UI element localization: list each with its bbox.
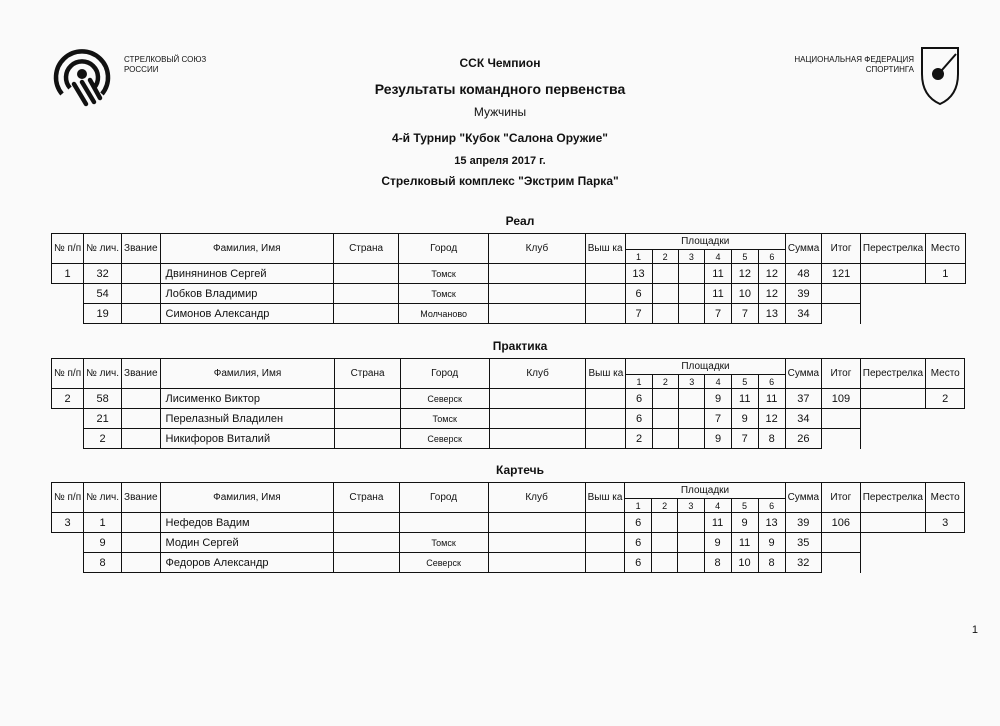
header-total: Итог (822, 234, 861, 264)
athlete-name: Симонов Александр (160, 304, 333, 324)
header-country: Страна (333, 234, 398, 264)
header-ground-number: 4 (705, 375, 731, 389)
org-right-line1: НАЦИОНАЛЬНАЯ ФЕДЕРАЦИЯ (794, 55, 914, 64)
header-grounds: Площадки (625, 483, 785, 499)
athlete-name: Модин Сергей (160, 533, 334, 553)
team-total: 121 (822, 264, 861, 284)
header-place: Место (926, 234, 965, 264)
empty-cell (860, 284, 925, 304)
header-ground-number: 6 (758, 499, 785, 513)
ground-score (679, 409, 705, 429)
header-height: Выш ка (586, 359, 626, 389)
ground-score: 11 (705, 284, 732, 304)
team-place: 3 (925, 513, 964, 533)
empty-cell (822, 409, 861, 429)
club-cell (489, 429, 586, 449)
ground-score: 11 (731, 389, 758, 409)
club-cell (489, 409, 586, 429)
ground-score: 7 (625, 304, 652, 324)
shootoff-cell (860, 389, 925, 409)
ground-score: 9 (731, 513, 758, 533)
height-cell (586, 409, 626, 429)
ground-score (652, 264, 678, 284)
country-cell (335, 429, 400, 449)
team-name: Картечь (496, 463, 544, 477)
table-row (52, 429, 1000, 449)
header-rank: Звание (122, 359, 160, 389)
athlete-sum: 39 (785, 513, 821, 533)
header-name: Фамилия, Имя (160, 483, 334, 513)
club-cell (488, 533, 585, 553)
header-ground-number: 5 (731, 499, 758, 513)
athlete-name: Никифоров Виталий (160, 429, 335, 449)
header-ground-number: 2 (652, 250, 678, 264)
tournament-name: 4-й Турнир "Кубок "Салона Оружие" (392, 131, 608, 145)
header-no-lic: № лич. (84, 234, 122, 264)
header-ground-number: 6 (758, 375, 785, 389)
empty-cell (822, 533, 861, 553)
empty-cell (926, 429, 965, 449)
country-cell (334, 553, 399, 573)
country-cell (333, 264, 398, 284)
city-cell: Северск (400, 429, 489, 449)
header-height: Выш ка (585, 483, 625, 513)
header-city: Город (399, 234, 489, 264)
header-row (52, 483, 1000, 499)
header-name: Фамилия, Имя (160, 234, 333, 264)
header-club: Клуб (489, 234, 586, 264)
header-no-pp: № п/п (52, 359, 84, 389)
ground-score (679, 429, 705, 449)
ground-score: 10 (731, 553, 758, 573)
header-row (52, 359, 1000, 375)
header-country: Страна (334, 483, 399, 513)
ground-score (678, 513, 704, 533)
ground-score: 13 (625, 264, 652, 284)
empty-cell (860, 409, 925, 429)
ground-score (679, 389, 705, 409)
athlete-name: Перелазный Владилен (160, 409, 335, 429)
height-cell (586, 389, 626, 409)
header-club: Клуб (489, 359, 586, 389)
height-cell (585, 533, 625, 553)
ground-score (652, 284, 678, 304)
rank-cell (122, 533, 160, 553)
empty-cell (860, 553, 925, 573)
ground-score (651, 553, 677, 573)
city-cell: Молчаново (399, 304, 489, 324)
athlete-name: Нефедов Вадим (160, 513, 334, 533)
ground-score: 12 (758, 409, 785, 429)
ground-score: 9 (758, 533, 785, 553)
athlete-sum: 48 (785, 264, 821, 284)
athlete-sum: 37 (785, 389, 821, 409)
rank-cell (122, 429, 160, 449)
ground-score: 12 (758, 264, 785, 284)
header-city: Город (399, 483, 488, 513)
ground-score: 8 (704, 553, 731, 573)
rank-cell (122, 389, 160, 409)
results-table (51, 358, 1000, 449)
page-number: 1 (971, 624, 978, 636)
club-cell (489, 264, 586, 284)
header-ground-number: 6 (758, 250, 785, 264)
header-ground-number: 3 (678, 250, 704, 264)
athlete-sum: 34 (785, 304, 821, 324)
club-cell (488, 513, 585, 533)
country-cell (333, 304, 398, 324)
team-name: Реал (505, 214, 535, 228)
club-cell (489, 304, 586, 324)
team-place: 2 (926, 389, 965, 409)
club-cell (488, 553, 585, 573)
height-cell (585, 553, 625, 573)
header-height: Выш ка (585, 234, 625, 264)
ground-score: 8 (758, 429, 785, 449)
header-ground-number: 4 (705, 250, 732, 264)
category: Мужчины (473, 105, 527, 119)
empty-cell (926, 304, 965, 324)
header-no-lic: № лич. (84, 359, 122, 389)
empty-cell (52, 533, 84, 553)
club-cell (489, 389, 586, 409)
country-cell (335, 389, 400, 409)
header-ground-number: 2 (652, 375, 678, 389)
empty-cell (52, 429, 84, 449)
empty-cell (822, 553, 861, 573)
athlete-sum: 34 (785, 409, 821, 429)
ground-score (651, 533, 677, 553)
license-number: 2 (84, 429, 122, 449)
team-total: 106 (822, 513, 861, 533)
team-position: 2 (52, 389, 84, 409)
country-cell (333, 284, 398, 304)
shootoff-cell (860, 264, 925, 284)
header-rank: Звание (122, 234, 160, 264)
table-row (52, 513, 1000, 533)
sporting-federation-logo-icon (918, 44, 962, 108)
club-cell (489, 284, 586, 304)
city-cell: Томск (399, 533, 488, 553)
ground-score: 7 (705, 409, 731, 429)
athlete-sum: 39 (785, 284, 821, 304)
empty-cell (926, 409, 965, 429)
ground-score: 12 (758, 284, 785, 304)
table-row (52, 264, 1000, 284)
ground-score: 6 (625, 553, 651, 573)
header-ground-number: 5 (731, 250, 758, 264)
license-number: 54 (84, 284, 122, 304)
ground-score: 9 (705, 389, 731, 409)
club-name: ССК Чемпион (459, 56, 541, 70)
ground-score: 7 (705, 304, 732, 324)
height-cell (586, 429, 626, 449)
header-total: Итог (822, 359, 861, 389)
license-number: 58 (84, 389, 122, 409)
city-cell: Северск (399, 553, 488, 573)
ground-score: 11 (705, 264, 732, 284)
athlete-sum: 26 (785, 429, 821, 449)
ground-score: 6 (625, 513, 651, 533)
table-row (52, 284, 1000, 304)
header-shootoff: Перестрелка (860, 483, 925, 513)
city-cell (399, 513, 488, 533)
empty-cell (52, 284, 84, 304)
ground-score (652, 389, 678, 409)
ground-score (652, 429, 678, 449)
ground-score: 8 (758, 553, 785, 573)
results-table (51, 482, 1000, 573)
license-number: 1 (84, 513, 122, 533)
ground-score (651, 513, 677, 533)
rank-cell (122, 553, 160, 573)
athlete-name: Лисименко Виктор (160, 389, 335, 409)
athlete-sum: 32 (785, 553, 821, 573)
athlete-name: Лобков Владимир (160, 284, 333, 304)
table-row (52, 389, 1000, 409)
header-name: Фамилия, Имя (160, 359, 335, 389)
header-country: Страна (335, 359, 400, 389)
ground-score: 9 (705, 429, 731, 449)
empty-cell (52, 304, 84, 324)
team-position: 1 (52, 264, 84, 284)
height-cell (585, 513, 625, 533)
city-cell: Томск (400, 409, 489, 429)
ground-score: 11 (758, 389, 785, 409)
license-number: 8 (84, 553, 122, 573)
org-left-line1: СТРЕЛКОВЫЙ СОЮЗ (124, 55, 207, 64)
empty-cell (822, 304, 861, 324)
city-cell: Томск (399, 264, 489, 284)
height-cell (585, 304, 625, 324)
venue: Стрелковый комплекс "Экстрим Парка" (381, 174, 619, 188)
header-shootoff: Перестрелка (860, 234, 925, 264)
header-rank: Звание (122, 483, 160, 513)
empty-cell (860, 304, 925, 324)
header-sum: Сумма (785, 359, 821, 389)
ground-score: 2 (626, 429, 652, 449)
header-no-lic: № лич. (84, 483, 122, 513)
empty-cell (925, 533, 964, 553)
empty-cell (925, 553, 964, 573)
athlete-sum: 35 (785, 533, 821, 553)
table-row (52, 553, 1000, 573)
athlete-name: Федоров Александр (160, 553, 334, 573)
ground-score (652, 409, 678, 429)
shootoff-cell (860, 513, 925, 533)
country-cell (334, 513, 399, 533)
table-row (52, 409, 1000, 429)
header-club: Клуб (488, 483, 585, 513)
empty-cell (860, 533, 925, 553)
header-grounds: Площадки (625, 234, 785, 250)
header-shootoff: Перестрелка (860, 359, 925, 389)
athlete-name: Двинянинов Сергей (160, 264, 333, 284)
header-ground-number: 3 (678, 499, 704, 513)
license-number: 32 (84, 264, 122, 284)
empty-cell (52, 409, 84, 429)
rank-cell (122, 284, 160, 304)
empty-cell (926, 284, 965, 304)
ground-score: 12 (731, 264, 758, 284)
ground-score: 10 (731, 284, 758, 304)
ground-score (678, 284, 704, 304)
header-no-pp: № п/п (52, 234, 84, 264)
team-total: 109 (822, 389, 861, 409)
country-cell (335, 409, 400, 429)
ground-score: 7 (731, 429, 758, 449)
header-ground-number: 1 (625, 499, 651, 513)
team-place: 1 (926, 264, 965, 284)
header-sum: Сумма (785, 234, 821, 264)
ground-score: 9 (731, 409, 758, 429)
empty-cell (822, 429, 861, 449)
table-row (52, 304, 1000, 324)
header-ground-number: 5 (731, 375, 758, 389)
ground-score (678, 553, 704, 573)
ground-score: 6 (626, 409, 652, 429)
ground-score (678, 304, 704, 324)
team-position: 3 (52, 513, 84, 533)
empty-cell (52, 553, 84, 573)
ground-score: 11 (731, 533, 758, 553)
shooting-union-logo-icon (52, 44, 112, 108)
header-ground-number: 2 (651, 499, 677, 513)
header-place: Место (925, 483, 964, 513)
ground-score: 6 (625, 284, 652, 304)
city-cell: Северск (400, 389, 489, 409)
ground-score (678, 264, 704, 284)
country-cell (334, 533, 399, 553)
header-total: Итог (822, 483, 861, 513)
page-title: Результаты командного первенства (374, 81, 626, 97)
header-ground-number: 1 (626, 375, 652, 389)
height-cell (585, 284, 625, 304)
header-row (52, 234, 1000, 250)
org-right-line2: СПОРТИНГА (865, 65, 914, 74)
ground-score: 13 (758, 513, 785, 533)
rank-cell (122, 264, 160, 284)
height-cell (585, 264, 625, 284)
header-no-pp: № п/п (52, 483, 84, 513)
ground-score: 11 (704, 513, 731, 533)
header-ground-number: 1 (625, 250, 652, 264)
table-row (52, 533, 1000, 553)
ground-score (652, 304, 678, 324)
header-ground-number: 3 (679, 375, 705, 389)
ground-score (678, 533, 704, 553)
team-name: Практика (492, 339, 548, 353)
ground-score: 9 (704, 533, 731, 553)
header-place: Место (926, 359, 965, 389)
empty-cell (860, 429, 925, 449)
ground-score: 6 (625, 533, 651, 553)
license-number: 19 (84, 304, 122, 324)
org-left-line2: РОССИИ (124, 65, 159, 74)
header-grounds: Площадки (626, 359, 785, 375)
license-number: 9 (84, 533, 122, 553)
rank-cell (122, 409, 160, 429)
results-table (51, 233, 1000, 324)
license-number: 21 (84, 409, 122, 429)
ground-score: 7 (731, 304, 758, 324)
rank-cell (122, 304, 160, 324)
event-date: 15 апреля 2017 г. (454, 155, 546, 167)
rank-cell (122, 513, 160, 533)
empty-cell (822, 284, 861, 304)
header-city: Город (400, 359, 489, 389)
ground-score: 6 (626, 389, 652, 409)
header-sum: Сумма (785, 483, 821, 513)
ground-score: 13 (758, 304, 785, 324)
city-cell: Томск (399, 284, 489, 304)
header-ground-number: 4 (704, 499, 731, 513)
